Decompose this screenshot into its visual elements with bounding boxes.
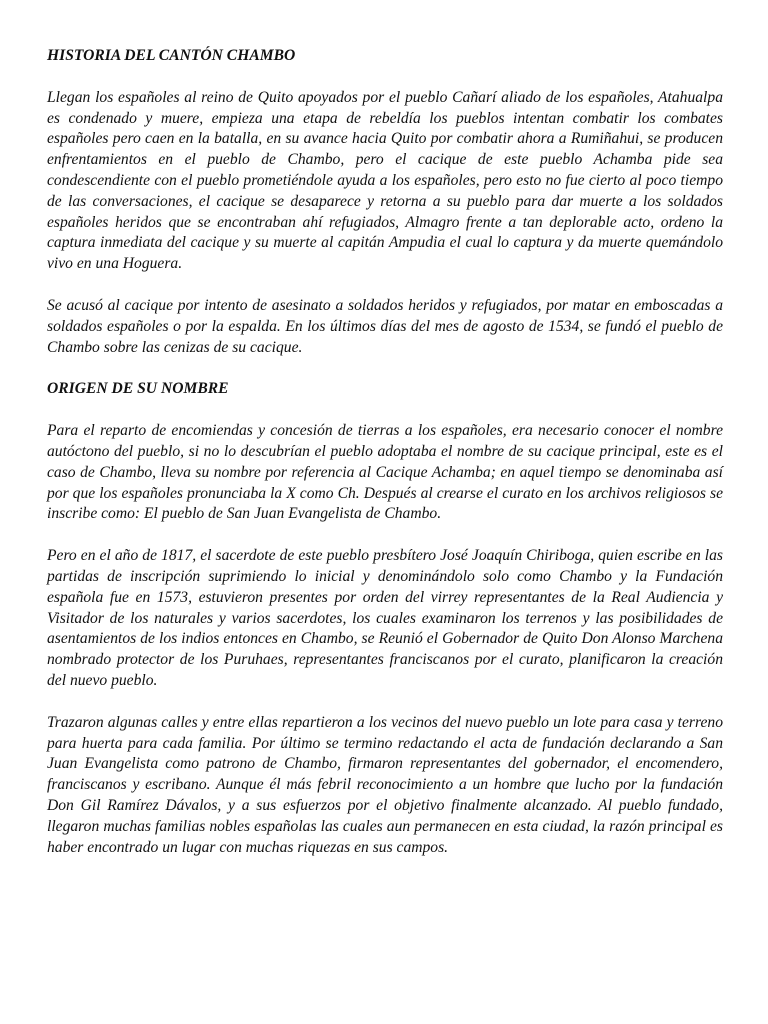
paragraph-origen-3: Trazaron algunas calles y entre ellas repartieron a los vecinos del nuevo pueblo un lote para casa y terreno para huerta para cada familia. Por último se termino redactando el acta de fundación declarando a San Juan Evangelista como patrono de Chambo, firmaron representantes del gobernador, el encomendero, franciscanos y escribano. Aunque él más febril reconocimiento a un hombre que lucho por la fundación Don Gil Ramírez Dávalos, y a sus esfuerzos por el objetivo finalmente alcanzado. Al pueblo fundado, llegaron muchas familias nobles españolas las cuales aun permanecen en esta ciudad, la razón principal es haber encontrado un lugar con muchas riquezas en sus campos. — [47, 713, 723, 856]
document-page — [47, 46, 723, 879]
paragraph-origen-1: Para el reparto de encomiendas y concesión de tierras a los españoles, era necesario conocer el nombre autóctono del pueblo, si no lo descubrían el pueblo adoptaba el nombre de su cacique principal, este es el caso de Chambo, lleva su nombre por referencia al Cacique Achamba; en aquel tiempo se denominaba así por que los españoles pronunciaba la X como Ch. Después al crearse el curato en los archivos religiosos se inscribe como: El pueblo de San Juan Evangelista de Chambo. — [47, 422, 723, 523]
paragraph-historia-2: Se acusó al cacique por intento de asesinato a soldados heridos y refugiados, por matar en emboscadas a soldados españoles o por la espalda. En los últimos días del mes de agosto de 1534, se fundó el pueblo de Chambo sobre las cenizas de su cacique. — [47, 296, 723, 356]
paragraph-historia-1: Llegan los españoles al reino de Quito apoyados por el pueblo Cañarí aliado de los españoles, Atahualpa es condenado y muere, empieza una etapa de rebeldía los pueblos intentan combatir los combates españoles pero caen en la batalla, en su avance hacia Quito por combatir ahora a Rumiñahui, se producen enfrentamientos en el pueblo de Chambo, pero el cacique de este pueblo Achamba pide sea condescendiente con el pueblo prometiéndole ayuda a los españoles, pero esto no fue cierto al poco tiempo de las conversaciones, el cacique se desaparece y retorna a su pueblo para dar muerte a los soldados españoles heridos que se encontraban ahí refugiados, Almagro frente a tan deplorable acto, ordeno la captura inmediata del cacique y su muerte al capitán Ampudia el cual lo captura y da muerte quemándolo vivo en una Hoguera. — [47, 88, 723, 273]
section-heading-historia: HISTORIA DEL CANTÓN CHAMBO — [47, 47, 296, 64]
section-heading-origen: ORIGEN DE SU NOMBRE — [47, 380, 229, 398]
paragraph-origen-2: Pero en el año de 1817, el sacerdote de este pueblo presbítero José Joaquín Chiriboga, quien escribe en las partidas de inscripción suprimiendo lo inicial y denominándolo solo como Chambo y la Fundación española fue en 1573, estuvieron presentes por orden del virrey representantes de la Real Audiencia y Visitador de los naturales y varios sacerdotes, los cuales examinaron los terrenos y las posibilidades de asentamientos de los indios entonces en Chambo, se Reunió el Gobernador de Quito Don Alonso Marchena nombrado protector de los Puruhaes, representantes franciscanos por el curato, planificaron la creación del nuevo pueblo. — [47, 547, 723, 689]
